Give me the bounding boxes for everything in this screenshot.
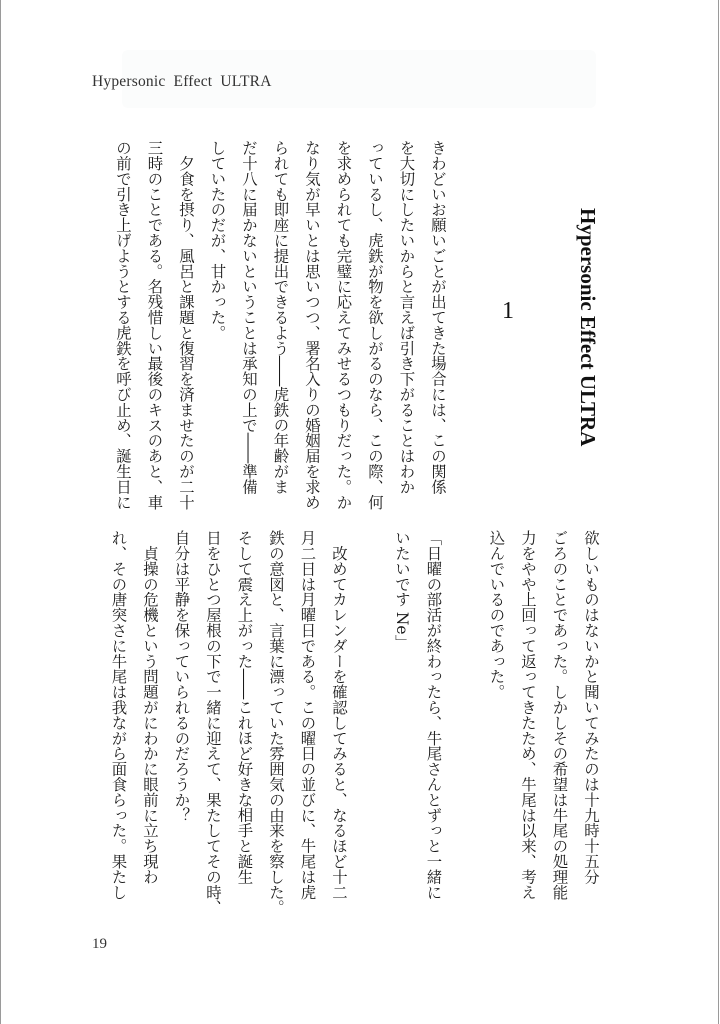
running-head: Hypersonic Effect ULTRA <box>92 73 272 90</box>
text-line: なり気が早いとは思いつつ、署名入りの婚姻届を求め <box>303 140 321 510</box>
text-line: の前で引き上げようとする虎鉄を呼び止め、誕生日に <box>114 140 132 510</box>
text-line: 日をひとつ屋根の下で一緒に迎えて、果たしてその時、 <box>204 530 222 915</box>
text-line: そして震え上がった――これほど好きな相手と誕生 <box>235 530 254 885</box>
text-line: 鉄の意図と、言葉に漂っていた雰囲気の由来を察した。 <box>267 530 285 915</box>
text-line: 月二日は月曜日である。この曜日の並びに、牛尾は虎 <box>298 530 317 900</box>
page-right-edge <box>718 0 719 1024</box>
text-line <box>354 530 386 915</box>
text-line: 込んでいるのであった。 <box>487 530 506 700</box>
text-line: っているし、虎鉄が物を欲しがるのなら、この際、何 <box>366 140 384 510</box>
text-line: 欲しいものはないかと聞いてみたのは十九時十五分 <box>582 530 600 885</box>
chapter-title: Hypersonic Effect ULTRA <box>576 208 600 447</box>
body-text-top <box>107 140 454 510</box>
text-line: れ、その唐突さに牛尾は我ながら面食らった。果たし <box>109 530 128 900</box>
page-left-edge <box>0 0 1 1024</box>
text-line: きわどいお願いごとが出てきた場合には、この関係 <box>429 140 447 495</box>
text-line: だ十八に届かないということは承知の上で――準備 <box>240 140 258 495</box>
text-line: 改めてカレンダーを確認してみると、なるほど十二 <box>330 530 348 900</box>
text-line: していたのだが、甘かった。 <box>208 140 227 341</box>
text-line: られても即座に提出できるよう――虎鉄の年齢がま <box>271 140 290 495</box>
text-line: 「日曜の部活が終わったら、牛尾さんとずっと一緒に <box>424 530 443 900</box>
text-line: 夕食を摂り、風呂と課題と復習を済ませたのが二十 <box>177 140 195 510</box>
text-line: 貞操の危機という問題がにわかに眼前に立ち現わ <box>141 530 159 885</box>
text-line: 三時のことである。名残惜しい最後のキスのあと、車 <box>145 140 164 510</box>
body-text-bottom <box>102 530 606 915</box>
text-line <box>449 530 481 915</box>
page-number: 19 <box>92 936 107 952</box>
text-line: 力をやや上回って返ってきたため、牛尾は以来、考え <box>519 530 537 900</box>
text-line: いたいです Ne」 <box>393 530 411 650</box>
chapter-number: 1 <box>502 298 514 324</box>
text-line: ごろのことであった。しかしその希望は牛尾の処理能 <box>550 530 569 900</box>
text-line: を求められても完璧に応えてみせるつもりだった。か <box>334 140 353 510</box>
text-line: 自分は平静を保っていられるのだろうか？ <box>172 530 191 823</box>
text-line: を大切にしたいからと言えば引き下がることはわか <box>397 140 416 495</box>
